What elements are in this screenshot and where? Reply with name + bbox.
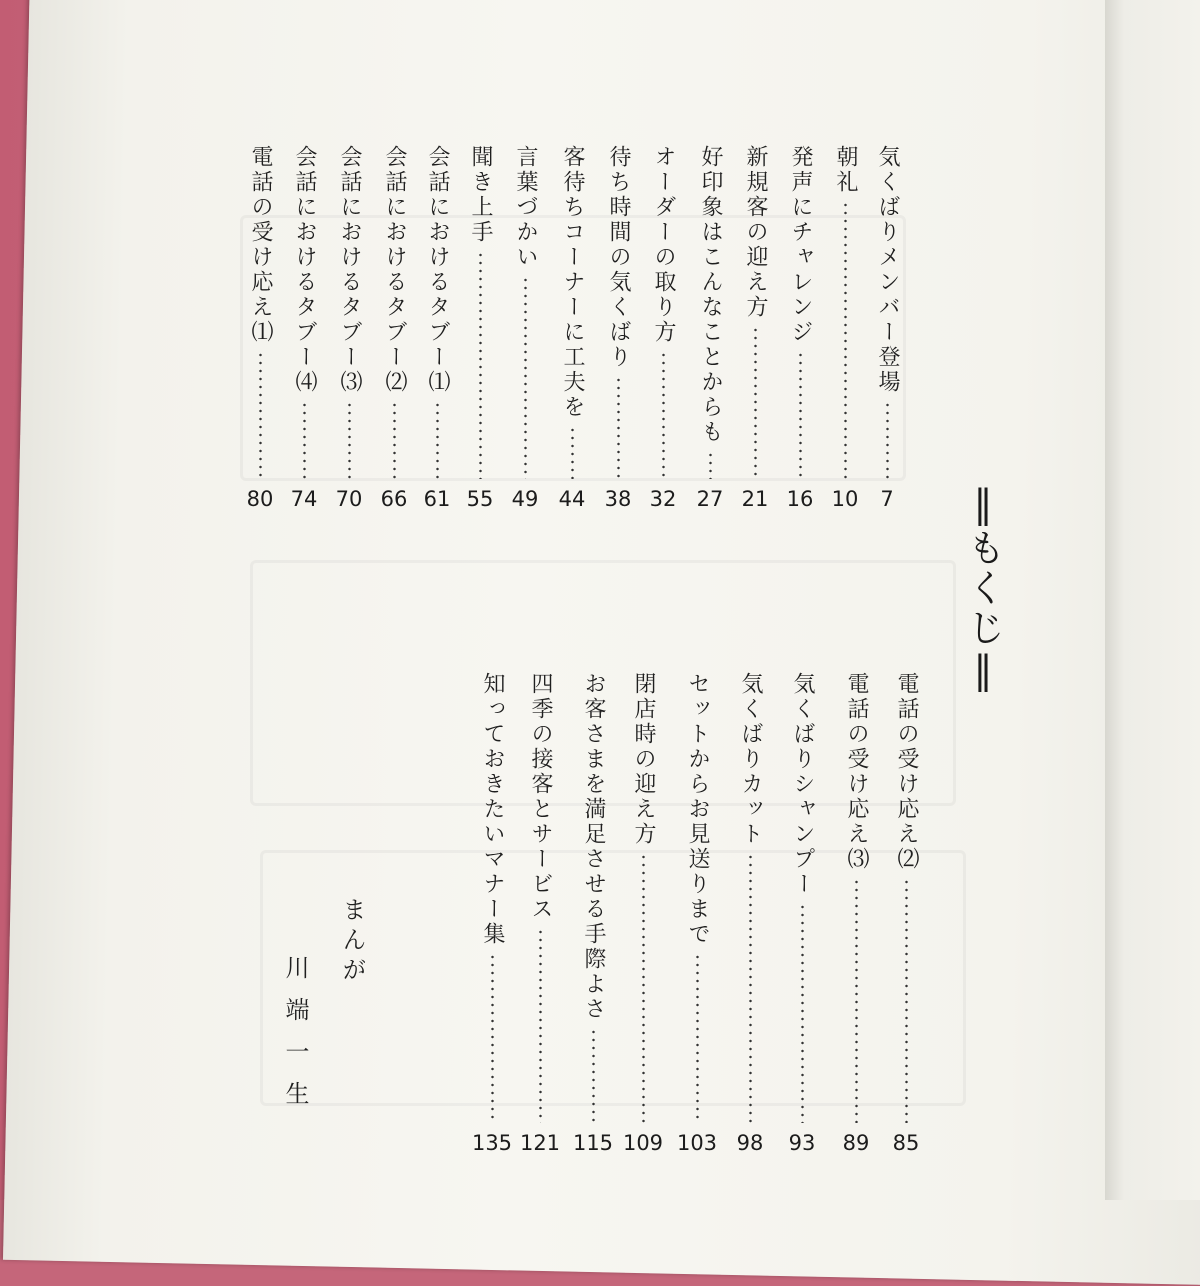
dot-leader bbox=[749, 853, 752, 1123]
toc-entry bbox=[374, 145, 414, 510]
toc-entry-title: 気くばりシャンプー bbox=[790, 672, 815, 897]
toc-entry bbox=[552, 145, 592, 510]
dot-leader bbox=[592, 1028, 595, 1123]
dot-leader bbox=[801, 903, 804, 1123]
toc-entry bbox=[690, 145, 730, 510]
toc-entry bbox=[284, 145, 324, 510]
toc-entry-title: 電話の受け応え⑴ bbox=[248, 145, 273, 345]
toc-entry-title: オーダーの取り方 bbox=[651, 145, 676, 345]
toc-page-number: 93 bbox=[788, 1131, 816, 1155]
toc-page-number: 61 bbox=[423, 487, 451, 511]
next-page-edge bbox=[1105, 0, 1200, 1200]
toc-entry-title: お客さまを満足させる手際よさ bbox=[581, 672, 606, 1022]
dot-leader bbox=[571, 426, 574, 479]
toc-page-number: 66 bbox=[380, 487, 408, 511]
dot-leader bbox=[617, 376, 620, 479]
dot-leader bbox=[855, 878, 858, 1123]
toc-entry-title: 会話におけるタブー⑷ bbox=[292, 145, 317, 395]
toc-entry bbox=[240, 145, 280, 510]
toc-page-number: 135 bbox=[471, 1131, 513, 1155]
toc-entry bbox=[735, 145, 775, 510]
dot-leader bbox=[799, 351, 802, 479]
toc-page-number: 16 bbox=[786, 487, 814, 511]
toc-page-number: 109 bbox=[622, 1131, 664, 1155]
dot-leader bbox=[696, 953, 699, 1123]
toc-page-number: 32 bbox=[649, 487, 677, 511]
toc-entry-title: 待ち時間の気くばり bbox=[606, 145, 631, 370]
toc-page-number: 98 bbox=[736, 1131, 764, 1155]
toc-entry bbox=[825, 145, 865, 510]
toc-page-number: 44 bbox=[558, 487, 586, 511]
toc-entry bbox=[836, 672, 876, 1154]
dot-leader bbox=[393, 401, 396, 479]
dot-leader bbox=[642, 853, 645, 1123]
toc-entry bbox=[464, 672, 520, 1154]
toc-entry-title: 会話におけるタブー⑵ bbox=[382, 145, 407, 395]
toc-entry-title: 新規客の迎え方 bbox=[743, 145, 768, 320]
toc-entry-title: 好印象はこんなことからも bbox=[698, 145, 723, 445]
toc-page-number: 103 bbox=[676, 1131, 718, 1155]
toc-entry bbox=[643, 145, 683, 510]
toc-entry bbox=[329, 145, 369, 510]
toc-entry bbox=[780, 145, 820, 510]
manga-credit-label: まんが bbox=[338, 897, 366, 987]
toc-entry-title: 客待ちコーナーに工夫を bbox=[560, 145, 585, 420]
toc-entry-title: 会話におけるタブー⑴ bbox=[425, 145, 450, 395]
toc-entry-title: 朝礼 bbox=[833, 145, 858, 195]
toc-entry bbox=[512, 672, 568, 1154]
toc-page-number: 55 bbox=[466, 487, 494, 511]
toc-page-number: 10 bbox=[831, 487, 859, 511]
dot-leader bbox=[479, 251, 482, 479]
toc-page-number: 115 bbox=[572, 1131, 614, 1155]
toc-entry-title: 気くばりメンバー登場 bbox=[875, 145, 900, 395]
toc-entry-title: セットからお見送りまで bbox=[685, 672, 710, 947]
toc-entry bbox=[598, 145, 638, 510]
dot-leader bbox=[886, 401, 889, 479]
dot-leader bbox=[436, 401, 439, 479]
toc-page-number: 49 bbox=[511, 487, 539, 511]
toc-heading: ‖もくじ‖ bbox=[961, 482, 1005, 694]
dot-leader bbox=[524, 276, 527, 479]
toc-entry bbox=[460, 145, 500, 510]
dot-leader bbox=[348, 401, 351, 479]
toc-entry-title: 知っておきたいマナー集 bbox=[480, 672, 505, 947]
toc-entry bbox=[730, 672, 770, 1154]
toc-page-number: 80 bbox=[246, 487, 274, 511]
toc-entry-title: 電話の受け応え⑶ bbox=[844, 672, 869, 872]
toc-entry-title: 会話におけるタブー⑶ bbox=[337, 145, 362, 395]
toc-entry-title: 発声にチャレンジ bbox=[788, 145, 813, 345]
toc-page-number: 21 bbox=[741, 487, 769, 511]
dot-leader bbox=[662, 351, 665, 479]
dot-leader bbox=[259, 351, 262, 479]
toc-entry-title: 聞き上手 bbox=[468, 145, 493, 245]
toc-page-number: 7 bbox=[880, 487, 894, 511]
toc-entry-title: 閉店時の迎え方 bbox=[631, 672, 656, 847]
toc-entry bbox=[417, 145, 457, 510]
toc-page-number: 70 bbox=[335, 487, 363, 511]
toc-page-number: 38 bbox=[604, 487, 632, 511]
toc-page-number: 89 bbox=[842, 1131, 870, 1155]
dot-leader bbox=[709, 451, 712, 479]
dot-leader bbox=[491, 953, 494, 1123]
toc-page-number: 74 bbox=[290, 487, 318, 511]
toc-entry bbox=[615, 672, 671, 1154]
toc-entry bbox=[505, 145, 545, 510]
toc-page-number: 27 bbox=[696, 487, 724, 511]
dot-leader bbox=[844, 201, 847, 479]
dot-leader bbox=[754, 326, 757, 479]
toc-entry bbox=[782, 672, 822, 1154]
toc-entry-title: 電話の受け応え⑵ bbox=[894, 672, 919, 872]
toc-page-number: 85 bbox=[892, 1131, 920, 1155]
toc-entry-title: 言葉づかい bbox=[513, 145, 538, 270]
toc-page-number: 121 bbox=[519, 1131, 561, 1155]
dot-leader bbox=[905, 878, 908, 1123]
dot-leader bbox=[539, 928, 542, 1123]
toc-entry bbox=[867, 145, 907, 510]
toc-entry bbox=[886, 672, 926, 1154]
manga-artist-name: 川端一生 bbox=[281, 955, 309, 1123]
toc-entry bbox=[565, 672, 621, 1154]
toc-entry-title: 気くばりカット bbox=[738, 672, 763, 847]
toc-entry-title: 四季の接客とサービス bbox=[528, 672, 553, 922]
toc-entry bbox=[669, 672, 725, 1154]
dot-leader bbox=[303, 401, 306, 479]
